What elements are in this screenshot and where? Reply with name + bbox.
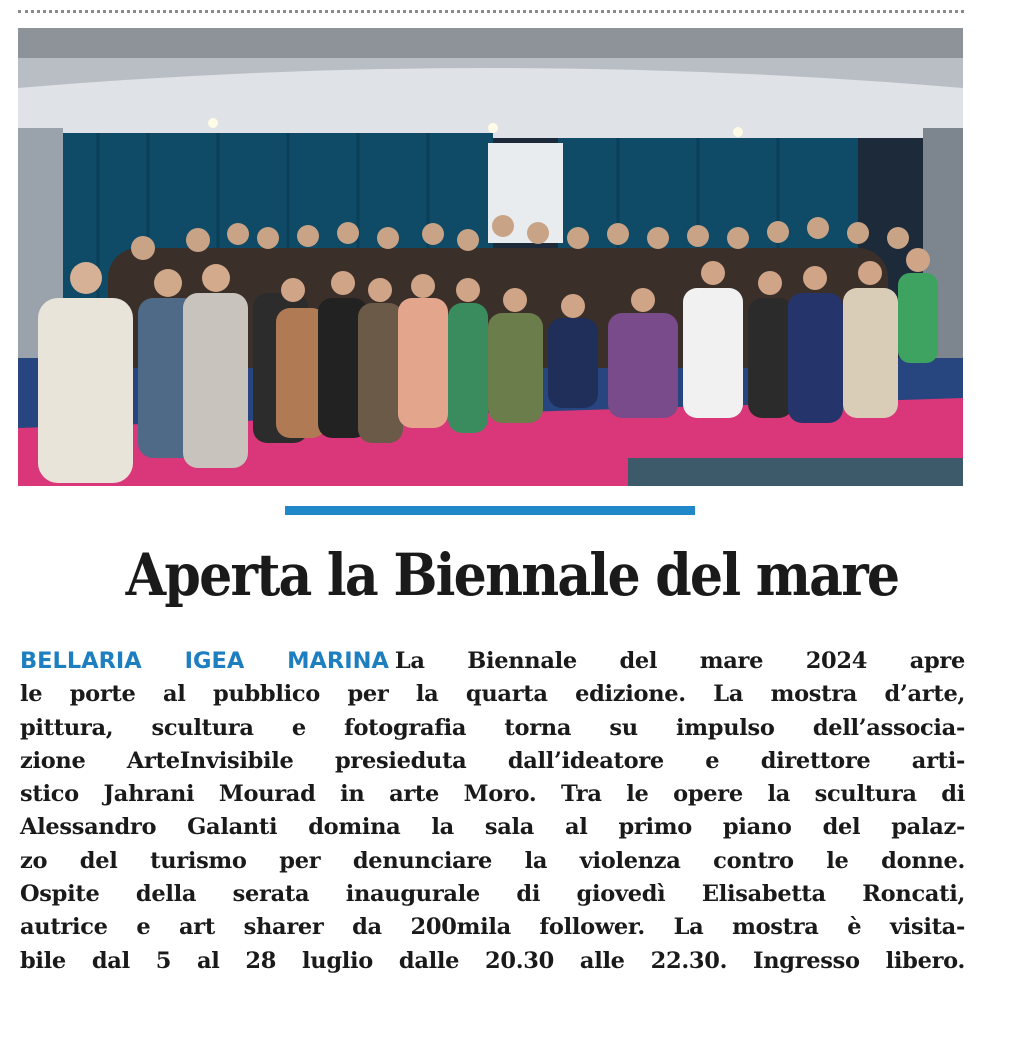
- article-body: [20, 645, 965, 978]
- ceiling-light: [488, 123, 498, 133]
- dateline: BELLARIA IGEA MARINA: [20, 648, 389, 674]
- ceiling-light: [733, 127, 743, 137]
- article-line-4: zione ArteInvisibile presieduta dall’ideatore e direttore arti-: [20, 747, 965, 774]
- group-photo-icon: [18, 28, 963, 486]
- article-line-10: bile dal 5 al 28 luglio dalle 20.30 alle 22.30. Ingresso libero.: [20, 947, 965, 974]
- ceiling-beam: [18, 28, 963, 58]
- headline: Aperta la Biennale del mare: [125, 541, 899, 609]
- floor: [628, 458, 963, 486]
- article-line-1: [20, 645, 965, 678]
- article-line-1-text: La Biennale del mare 2024 apre: [394, 648, 965, 674]
- article-line-2: le porte al pubblico per la quarta edizione. La mostra d’arte,: [20, 681, 965, 708]
- article-line-7: zo del turismo per denunciare la violenza contro le donne.: [20, 847, 965, 874]
- top-dotted-rule: [18, 10, 964, 13]
- article-line-3: pittura, scultura e fotografia torna su impulso dell’associa-: [20, 714, 965, 741]
- article-line-6: Alessandro Galanti domina la sala al primo piano del palaz-: [20, 814, 965, 841]
- group-photo: [18, 28, 963, 486]
- article-line-5: stico Jahrani Mourad in arte Moro. Tra le opere la scultura di: [20, 781, 965, 808]
- ceiling-light: [208, 118, 218, 128]
- article-line-8: Ospite della serata inaugurale di giovedì Elisabetta Roncati,: [20, 881, 965, 908]
- headline-accent-bar: [285, 506, 695, 515]
- article-line-9: autrice e art sharer da 200mila follower. La mostra è visita-: [20, 914, 965, 941]
